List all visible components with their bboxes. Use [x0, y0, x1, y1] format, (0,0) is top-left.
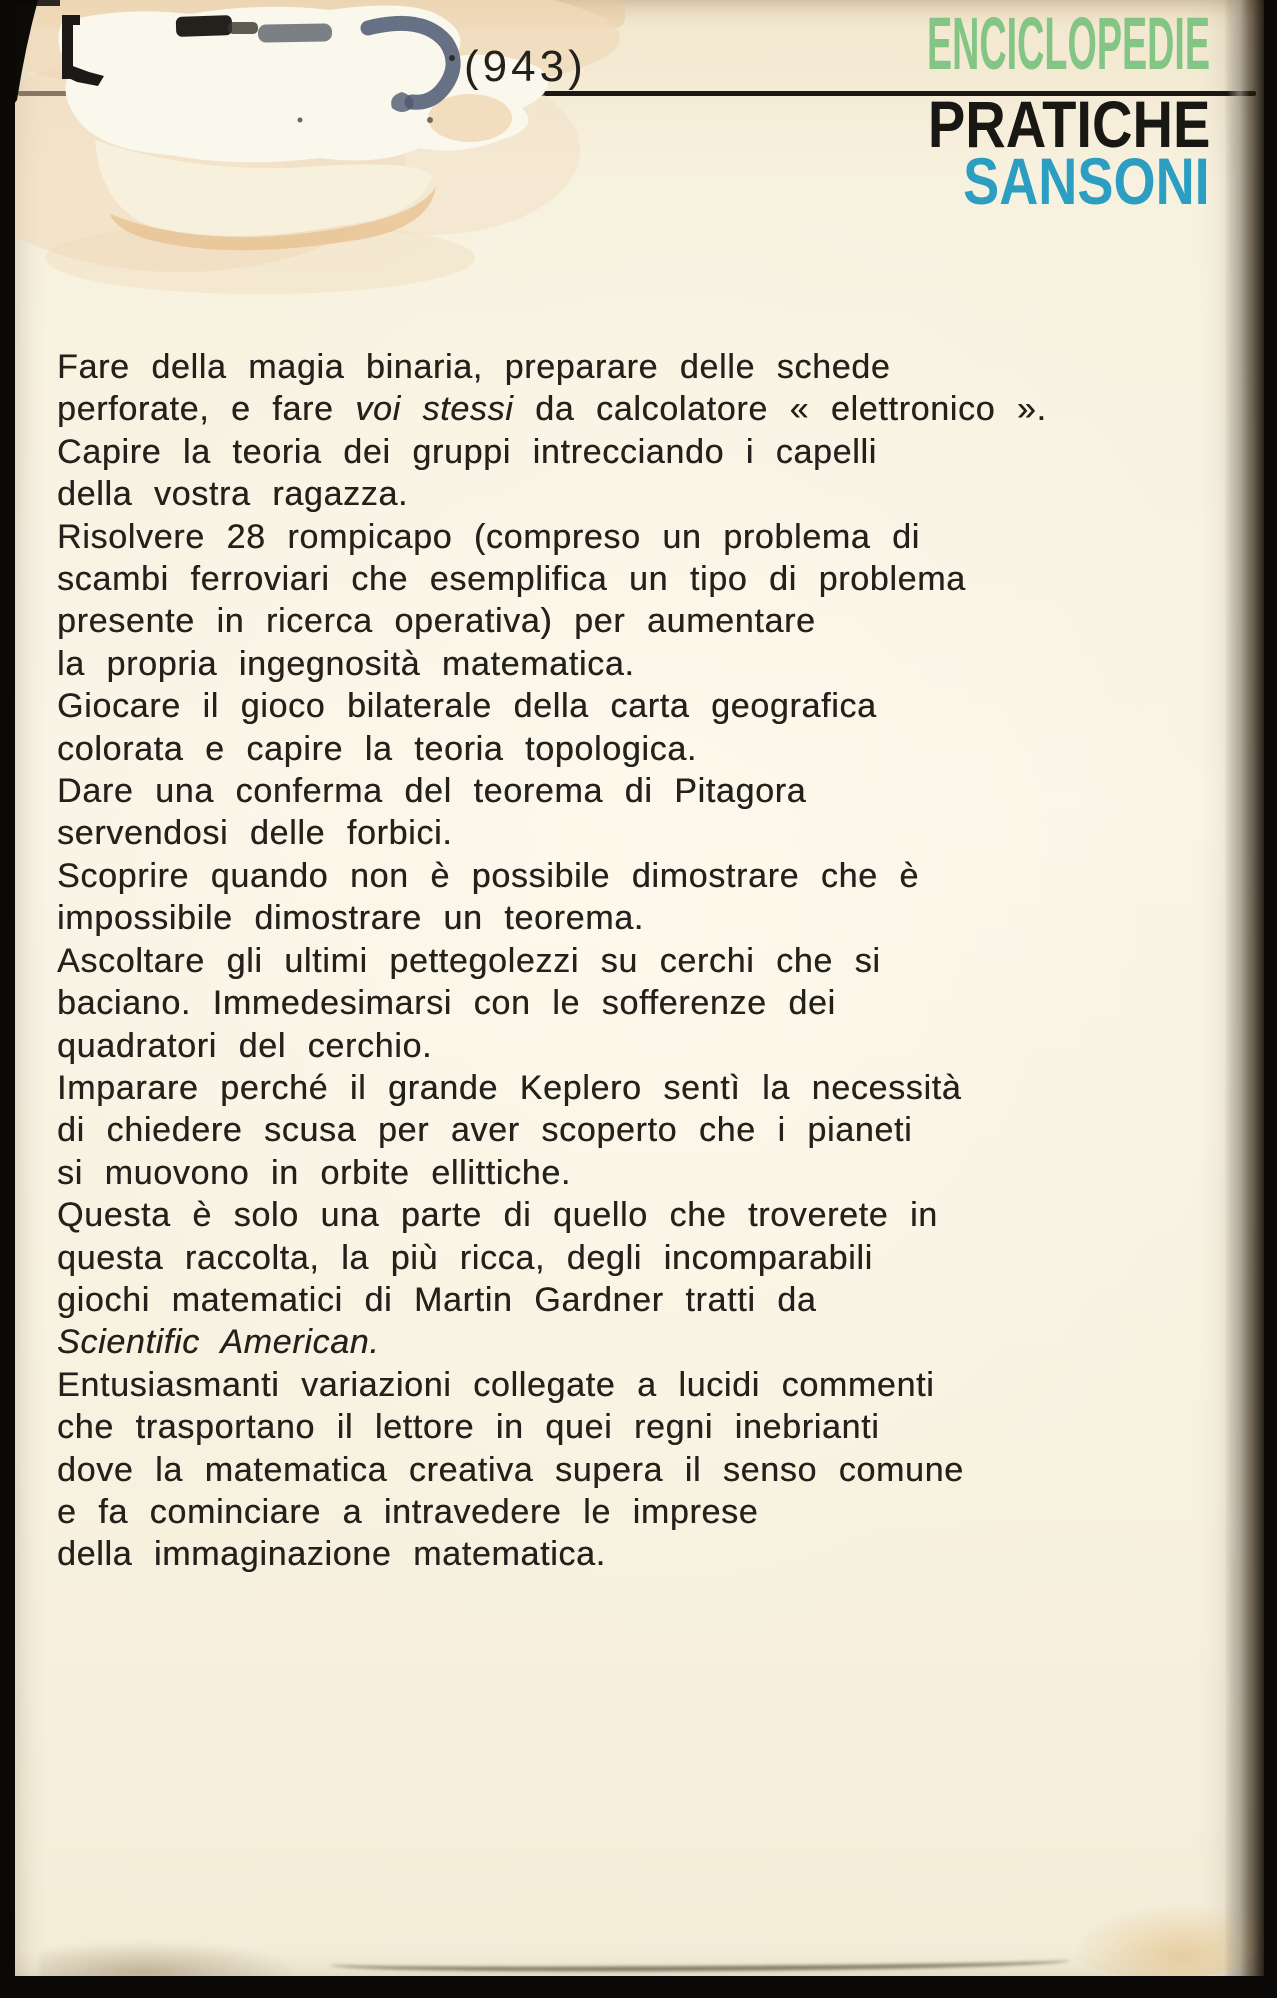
body-text-segment: giochi matematici di Martin Gardner tratti da	[57, 1280, 817, 1319]
body-text-segment: Dare una conferma del teorema di Pitagora	[57, 772, 807, 811]
body-line	[57, 728, 1167, 770]
body-text-segment: da calcolatore « elettronico ».	[513, 390, 1047, 429]
body-text-segment: Ascoltare gli ultimi pettegolezzi su cerchi che si	[57, 941, 881, 980]
body-line	[57, 1364, 1167, 1406]
body-text-segment: baciano. Immedesimarsi con le sofferenze dei	[57, 984, 836, 1023]
body-line	[57, 1533, 1167, 1575]
catalog-number: (943)	[464, 42, 587, 91]
series-title-sansoni: SANSONI	[963, 144, 1210, 218]
bottom-left-stain	[40, 1940, 300, 1980]
body-text-segment: Questa è solo una parte di quello che troverete in	[57, 1196, 938, 1235]
body-line	[57, 1194, 1167, 1236]
body-line	[57, 770, 1167, 812]
body-line	[57, 643, 1167, 685]
body-line	[57, 1279, 1167, 1321]
body-text-segment: Scoprire quando non è possibile dimostrare che è	[57, 856, 920, 895]
body-line	[57, 1491, 1167, 1533]
body-line	[57, 516, 1167, 558]
body-line	[57, 1109, 1167, 1151]
body-line	[57, 1449, 1167, 1491]
bottom-smudge-mark	[330, 1952, 1070, 1974]
body-line	[57, 812, 1167, 854]
body-text-segment: questa raccolta, la più ricca, degli incomparabili	[57, 1238, 873, 1277]
body-text-segment: impossibile dimostrare un teorema.	[57, 899, 644, 938]
series-title-enciclopedie: ENCICLOPEDIE	[926, 2, 1210, 85]
body-line	[57, 982, 1167, 1024]
right-edge-shadow	[1224, 0, 1264, 1998]
body-line	[57, 1321, 1167, 1363]
body-text-segment: scambi ferroviari che esemplifica un tipo di problema	[57, 560, 966, 599]
body-text-segment: si muovono in orbite ellittiche.	[57, 1153, 572, 1192]
body-line	[57, 1025, 1167, 1067]
body-line	[57, 1406, 1167, 1448]
body-text-segment: dove la matematica creativa supera il senso comune	[57, 1450, 964, 1489]
body-text-segment: e fa cominciare a intravedere le imprese	[57, 1492, 759, 1531]
body-text-segment: della immaginazione matematica.	[57, 1535, 606, 1574]
body-text-segment: presente in ricerca operativa) per aumentare	[57, 602, 816, 641]
top-left-edge-sliver	[0, 0, 60, 6]
body-line	[57, 685, 1167, 727]
body-line	[57, 940, 1167, 982]
right-black-edge	[1264, 0, 1277, 1998]
body-text-segment: che trasportano il lettore in quei regni inebrianti	[57, 1408, 880, 1447]
body-line	[57, 388, 1167, 430]
body-line	[57, 346, 1167, 388]
body-line	[57, 897, 1167, 939]
bottom-black-edge	[0, 1976, 1277, 1998]
body-text-segment: servendosi delle forbici.	[57, 814, 453, 853]
body-line	[57, 1152, 1167, 1194]
body-line	[57, 600, 1167, 642]
body-line	[57, 1067, 1167, 1109]
body-text-segment: della vostra ragazza.	[57, 475, 409, 514]
body-line	[57, 473, 1167, 515]
body-line	[57, 431, 1167, 473]
left-black-edge	[0, 0, 15, 1998]
body-text-segment: la propria ingegnosità matematica.	[57, 644, 635, 683]
body-text-segment: colorata e capire la teoria topologica.	[57, 729, 697, 768]
series-title-pratiche: PRATICHE	[927, 87, 1210, 161]
body-line	[57, 558, 1167, 600]
body-text-segment: Fare della magia binaria, preparare delle schede	[57, 348, 891, 386]
body-text-segment: Risolvere 28 rompicapo (compreso un problema di	[57, 517, 920, 556]
series-title-block	[590, 0, 1210, 240]
back-cover-text	[57, 346, 1167, 1576]
body-text-segment: Giocare il gioco bilaterale della carta geografica	[57, 687, 877, 726]
body-text-segment: quadratori del cerchio.	[57, 1026, 433, 1065]
body-line	[57, 1237, 1167, 1279]
body-text-italic-segment: Scientific American.	[57, 1323, 380, 1362]
body-text-segment: Imparare perché il grande Keplero sentì la necessità	[57, 1068, 962, 1107]
body-text-segment: perforate, e fare	[57, 390, 356, 429]
body-text-segment: Capire la teoria dei gruppi intrecciando i capelli	[57, 432, 877, 471]
body-text-italic-segment: voi stessi	[355, 390, 514, 429]
body-text-segment: Entusiasmanti variazioni collegate a lucidi commenti	[57, 1365, 935, 1404]
body-text-segment: di chiedere scusa per aver scoperto che i pianeti	[57, 1111, 913, 1150]
body-line	[57, 855, 1167, 897]
